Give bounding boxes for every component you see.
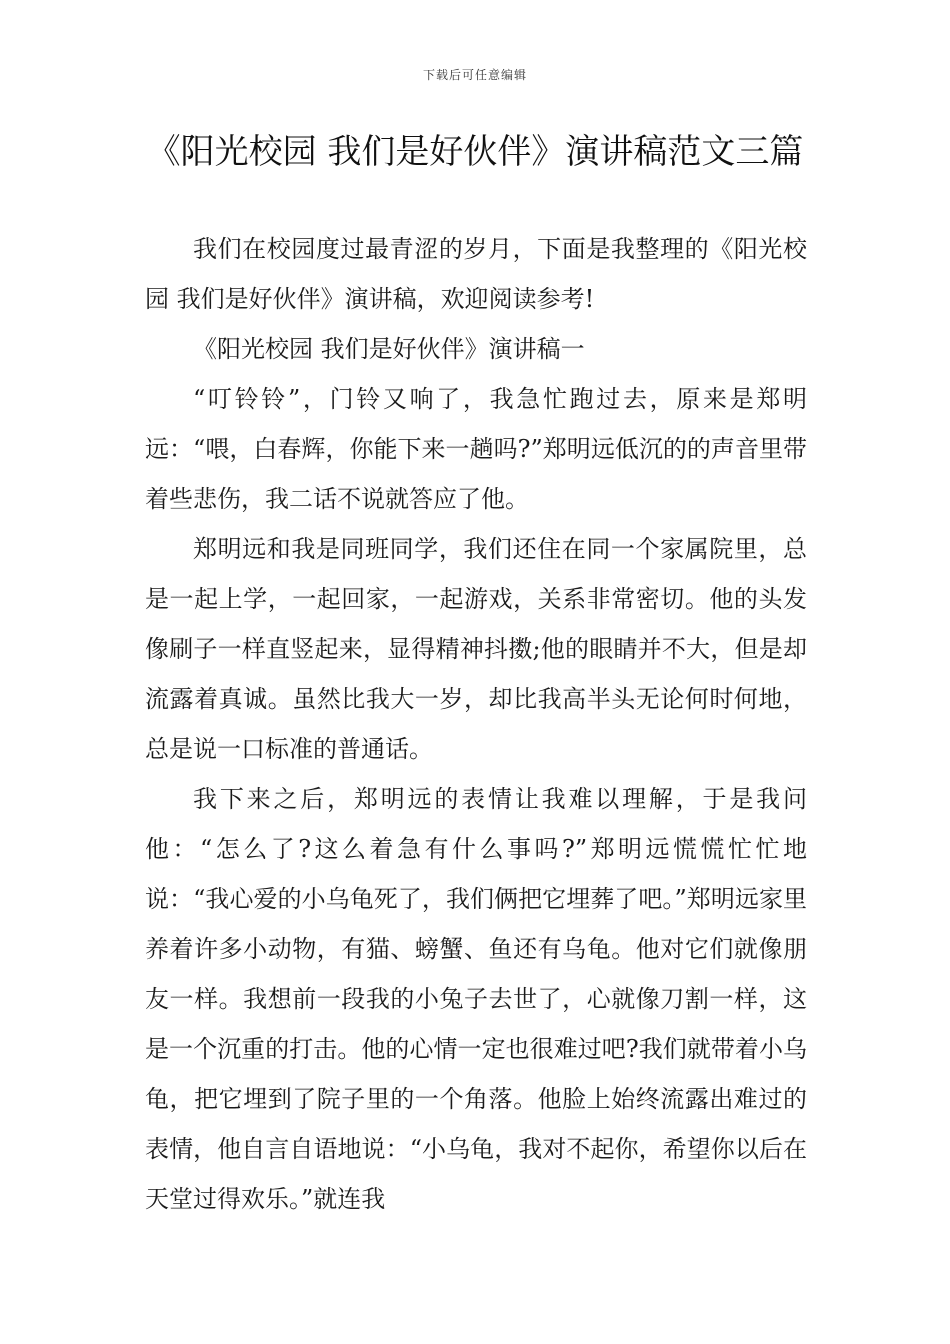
body-paragraph: 郑明远和我是同班同学，我们还住在同一个家属院里，总是一起上学，一起回家，一起游戏，关系非常密切。他的头发像刷子一样直竖起来，显得精神抖擞;他的眼睛并不大，但是却流露着真诚。虽然比我大一岁，却比我高半头无论何时何地，总是说一口标准的普通话。	[145, 535, 807, 763]
body-paragraph: 我下来之后，郑明远的表情让我难以理解，于是我问他：“怎么了?这么着急有什么事吗?”郑明远慌慌忙忙地说：“我心爱的小乌龟死了，我们俩把它埋葬了吧。”郑明远家里养着许多小动物，有猫、螃蟹、鱼还有乌龟。他对它们就像朋友一样。我想前一段我的小兔子去世了，心就像刀割一样，这是一个沉重的打击。他的心情一定也很难过吧?我们就带着小乌龟，把它埋到了院子里的一个角落。他脸上始终流露出难过的表情，他自言自语地说：“小乌龟，我对不起你，希望你以后在天堂过得欢乐。”就连我	[145, 785, 807, 1213]
section-heading: 《阳光校园 我们是好伙伴》演讲稿一	[193, 335, 585, 363]
intro-paragraph: 我们在校园度过最青涩的岁月，下面是我整理的《阳光校园 我们是好伙伴》演讲稿，欢迎阅读参考!	[145, 235, 807, 313]
header-note: 下载后可任意编辑	[422, 68, 527, 82]
body-paragraph: “叮铃铃”，门铃又响了，我急忙跑过去，原来是郑明远：“喂，白春辉，你能下来一趟吗?”郑明远低沉的的声音里带着些悲伤，我二话不说就答应了他。	[145, 385, 807, 513]
document-title: 《阳光校园 我们是好伙伴》演讲稿范文三篇	[146, 132, 804, 172]
document-body	[145, 224, 807, 1224]
